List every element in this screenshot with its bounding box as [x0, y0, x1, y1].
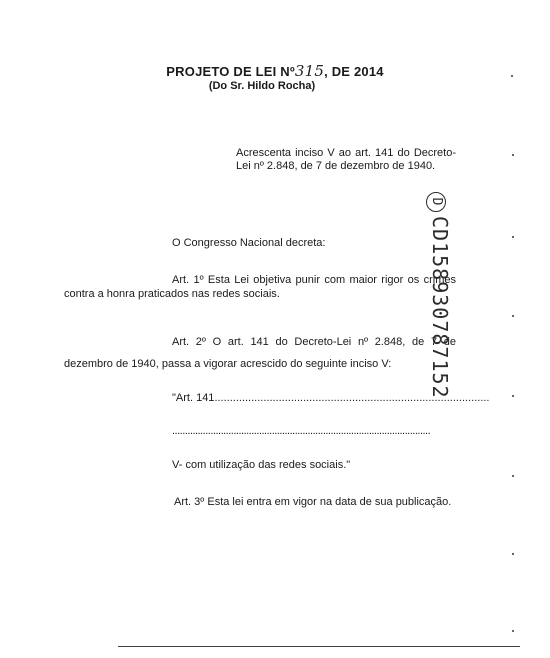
margin-mark — [512, 154, 514, 156]
margin-mark — [512, 395, 514, 397]
margin-mark — [512, 236, 514, 238]
title-prefix: PROJETO DE LEI Nº — [166, 64, 295, 79]
margin-mark — [511, 75, 513, 77]
document-title — [0, 62, 550, 80]
quoted-article-141: "Art. 141.......................................................................................... — [172, 392, 490, 404]
inciso-v: V- com utilização das redes sociais." — [172, 459, 351, 471]
protocol-stamp-code: CD158930787152 — [428, 216, 452, 399]
ementa: Acrescenta inciso V ao art. 141 do Decreto-Lei nº 2.848, de 7 de dezembro de 1940. — [236, 147, 456, 172]
margin-mark — [512, 553, 514, 555]
title-suffix: , DE 2014 — [324, 64, 384, 79]
article-1: Art. 1º Esta Lei objetiva punir com maior rigor os crimes contra a honra praticados nas redes sociais. — [64, 274, 456, 300]
bill-number-handwritten: 315 — [294, 62, 325, 80]
protocol-stamp — [426, 192, 452, 399]
bottom-rule — [118, 646, 520, 647]
ellipsis-line: ..................................................................................................... — [172, 425, 431, 437]
preamble: O Congresso Nacional decreta: — [172, 237, 326, 249]
quoted-article-label: "Art. 141 — [172, 392, 215, 404]
margin-mark — [512, 475, 514, 477]
stamp-circle-icon: D — [426, 192, 446, 212]
margin-mark — [512, 630, 514, 632]
author-line: (Do Sr. Hildo Rocha) — [208, 80, 316, 92]
margin-mark — [512, 315, 514, 317]
article-3: Art. 3º Esta lei entra em vigor na data de sua publicação. — [174, 496, 452, 508]
article-2: Art. 2º O art. 141 do Decreto-Lei nº 2.848, de 7 de dezembro de 1940, passa a vigorar acrescido do seguinte inciso V: — [64, 336, 456, 370]
